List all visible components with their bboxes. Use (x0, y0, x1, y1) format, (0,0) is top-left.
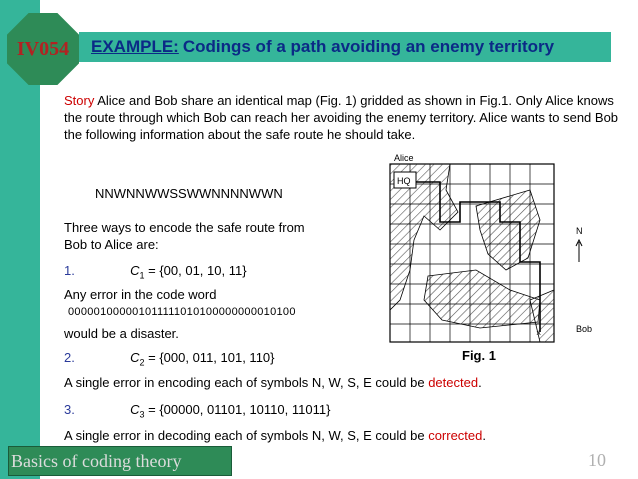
three-ways-line-1: Three ways to encode the safe route from (64, 220, 305, 235)
code-sub: 1 (139, 270, 145, 281)
footer-course-title: Basics of coding theory (8, 446, 232, 476)
code-number: 1. (64, 263, 75, 278)
detect-line (64, 375, 482, 390)
code-item-3 (64, 402, 330, 420)
north-label: N (576, 226, 583, 236)
title-prefix: EXAMPLE: (91, 37, 179, 56)
code-set: = {00, 01, 10, 11} (144, 263, 247, 278)
code-name: C (130, 263, 140, 278)
code-item-1 (64, 263, 247, 281)
code-set: = {00000, 01101, 10110, 11011} (144, 402, 331, 417)
story-paragraph (64, 92, 619, 143)
corrected-word: corrected (428, 428, 483, 443)
detected-word: detected (428, 375, 479, 390)
story-text: Alice and Bob share an identical map (Fig. 1) gridded as shown in Fig.1. Only Alice knows the route through which Bob can reach her avoiding the enemy territory. Alice wants to send Bob the following information about the safe route he should take. (64, 93, 619, 142)
code-name: C (130, 402, 140, 417)
map-figure (380, 150, 610, 366)
disaster-line: would be a disaster. (64, 326, 179, 341)
detect-text: A single error in encoding each of symbols N, W, S, E could be (64, 375, 429, 390)
figure-caption: Fig. 1 (462, 348, 496, 363)
code-sub: 3 (139, 409, 145, 420)
code-sub: 2 (139, 357, 145, 368)
three-ways-line-2: Bob to Alice are: (64, 237, 159, 252)
route-string: NNWNNWWSSWWNNNNWWN (95, 186, 283, 201)
slide-title: Codings of a path avoiding an enemy territory (182, 37, 555, 56)
code-number: 2. (64, 350, 75, 365)
alice-label: Alice (394, 153, 414, 163)
correct-text: A single error in decoding each of symbols N, W, S, E could be (64, 428, 429, 443)
correct-line (64, 428, 486, 443)
page-number: 10 (588, 450, 606, 470)
code-name: C (130, 350, 140, 365)
code-set: = {000, 011, 101, 110} (144, 350, 275, 365)
course-code-badge: IV054 (16, 37, 70, 60)
bob-label: Bob (576, 324, 593, 334)
hq-label: HQ (397, 176, 411, 186)
story-label: Story (64, 93, 95, 108)
codeword: 000001000001011111010100000000010100 (68, 306, 296, 318)
title-bar (79, 32, 611, 62)
code-number: 3. (64, 402, 75, 417)
error-line: Any error in the code word (64, 287, 217, 302)
period: . (482, 428, 487, 443)
bob-marker-icon: × (536, 328, 542, 338)
code-item-2 (64, 350, 275, 368)
period: . (478, 375, 482, 390)
